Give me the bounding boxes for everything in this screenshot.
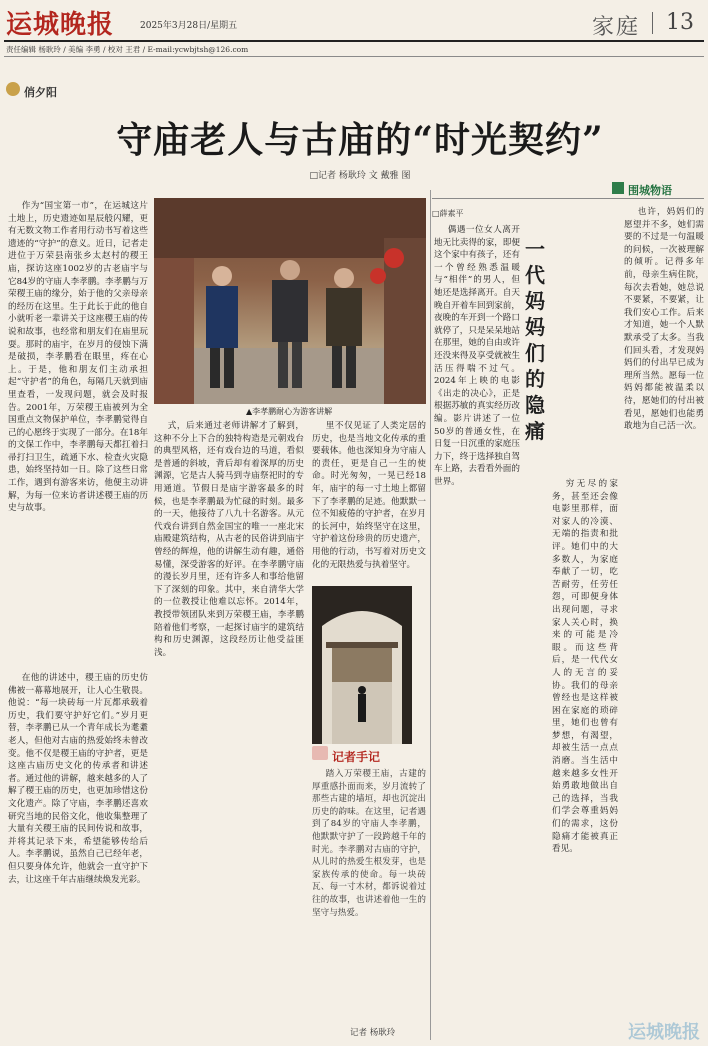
- tag-icon: [612, 182, 624, 194]
- side-column-2: 穷无尽的家务，甚至还会像电影里那样，面对家人的冷漠、无端的指责和批评。她们中的大多数人，为家庭奉献了一切，吃苦耐劳，任劳任怨，可即便身体出现问题，寻求家人关心时，换来的可能是冷眼。而这些背后，是一代代女人的无言的妥协。我们的母亲曾经也是这样被困在家庭的琐碎里，她们也曾有梦想，有渴望，却被生活一点点消磨。当生活中越来越多女性开始勇敢地做出自己的选择，当我们学会尊重妈妈们的需求，这份隐痛才能被真正看见。: [552, 479, 618, 855]
- article-column-3: 里不仅见证了人类定居的历史，也是当地文化传承的重要载体。他也深知身为守庙人的责任，更是自己一生的使命。时光匆匆，一晃已经18年，庙宇的每一寸土地上都留下了李孝鹏的足迹。他默默一位不知疲倦的守护者，在岁月的长河中，始终坚守在这里，守护着这份珍贵的历史遗产，用他的行动，书写着对历史文化的无限热爱与执着坚守。: [312, 421, 426, 570]
- side-column-1: 偶遇一位女人离开地无比卖得的家，即便这个家中有孩子，还有一个曾经熟悉温暖与“相伴”的男人，但她还是选择离开。自天晚自开着车回到家前，夜晚的车开到一个路口就停了，只是呆呆地站在那里，她的自由或许还没来得及享受就被生活压得喘不过气。2024年上映的电影《出走的决心》，正是根据苏敏的真实经历改编。影片讲述了一位50岁的普通女性，在日复一日沉重的家庭压力下，终于选择独自驾车上路，去看看外面的世界。: [434, 225, 520, 487]
- columnist-name: 俏夕阳: [24, 86, 57, 99]
- temple-photo: [312, 586, 412, 744]
- article-photo: [154, 198, 426, 404]
- article-column-2: 式，后来通过老师讲解才了解到，这种不分上下合的独特构造是元朝戏台的典型风格，还有戏台边的马道，看似是普通的斜坡，背后却有着深厚的历史渊源，它是古人骑马到寺庙祭祀时的专用通道。节假日是庙宇游客最多的时候，也是李孝鹏最为忙碌的时刻。最多的一天，他接待了八九十名游客。从元代戏台讲到自然金国宝的唯一一座北宋庙殿建筑结构，从古老的民俗讲到庙宇曾经的辉煌，他的讲解生动有趣，通俗易懂，深受游客的好评。在李孝鹏守庙的漫长岁月里，还有许多人和事给他留下了深刻的印象。其中，来自清华大学的一位教授让他难以忘怀。2014年，教授带领团队来到万荣稷王庙，李孝鹏陪着他们考察，一起探讨庙宇的建筑结构和历史渊源，这段经历让他受益匪浅。: [154, 421, 304, 658]
- reporter-note: 踏入万荣稷王庙，古建的厚重感扑面而来，岁月流转了那些古建的墙垣，却也沉淀出历史的韵味。在这里，记者遇到了84岁的守庙人李孝鹏，他默默守护了一段跨越千年的时光。李孝鹏对古庙的守护，从儿时的热爱生根发芽，也是家族传承的使命。每一块砖瓦、每一寸木材，都诉说着过往的故事，也讲述着他一生的坚守与热爱。: [312, 769, 426, 918]
- section-name: 家庭: [592, 15, 641, 40]
- columnist-icon: [6, 82, 20, 96]
- column-separator: [430, 190, 431, 1040]
- side-rule: [432, 198, 704, 199]
- note-title: 记者手记: [332, 750, 381, 764]
- note-signature: 记者 杨耿玲: [350, 1028, 396, 1038]
- side-section-tag: 围城物语: [628, 184, 672, 197]
- article-column-1b: 在他的讲述中，稷王庙的历史仿佛被一幕幕地展开，让人心生敬畏。他说：“每一块砖每一片瓦都承载着历史，我们要守护好它们。”岁月更替，李孝鹏已从一个青年成长为耄耋老人，但他对古庙的热爱始终未曾改变。他不仅是稷王庙的守护者，更是这座古庙历史文化的传承者和讲述者。通过他的讲解，越来越多的人了解了稷王庙的历史，也更加珍惜这份文化遗产。除了守庙，李孝鹏还喜欢研究当地的民俗文化，他收集整理了大量有关稷王庙的民间传说和故事，并将其记录下来，希望能够传给后人。李孝鹏说，虽然自己已经年老，但只要身体允许，他就会一直守护下去，让这座千年古庙继续焕发光彩。: [8, 673, 148, 885]
- newspaper-logo: 运城晚报: [6, 10, 115, 40]
- pen-icon: [312, 746, 328, 760]
- side-author: □薛素平: [432, 209, 464, 218]
- credits-rule: [4, 56, 704, 57]
- editor-credits: 责任编辑 杨耿玲 / 美编 李勇 / 校对 王君 / E-mail:ycwbjtsh@126.com: [6, 45, 249, 54]
- article-column-1: 作为“国宝第一市”，在运城这片土地上，历史遗迹如星辰般闪耀，更有无数文物工作者用行动书写着这些遗迹的“守护”的意义。近日，记者走进位于万荣县南张乡太赵村的稷王庙，探访这座1002岁的古老庙宇与它84岁的守庙人李孝鹏。李孝鹏与万荣稷王庙的缘分，始于他的父亲母亲的经历在这里。生于此长于此的他自小就听老一辈讲关于这座稷王庙的传说和故事，也经常和朋友们在庙里玩耍。那时的庙宇，在岁月的侵蚀下满是破损，李孝鹏看在眼里，疼在心上。于是，他和朋友们主动承担起“守护者”的角色，每隔几天就到庙里查看，一发现问题，就会及时报告。2001年，万荣稷王庙被列为全国重点文物保护单位，李孝鹏觉得自己的心愿终于实现了一部分。在18年的文保工作中，李孝鹏每天都扛着扫帚打扫卫生，疏通下水、检查火灾隐患，始终坚持如一日。除了这些日常工作，遇到有游客来访，他便主动讲解，为每一位来访者讲述稷王庙的历史与故事。: [8, 201, 148, 514]
- article-byline: □记者 杨耿玲 文 戴雅 图: [309, 171, 411, 181]
- side-headline: 一代妈妈们的隐痛: [525, 237, 545, 443]
- side-column-3: 也许，妈妈们的愿望并不多，她们需要的不过是一句温暖的问候，一次被理解的倾听。记得多年前，母亲生病住院，每次去看她，她总说不要紧，不要紧，让我们安心工作。后来才知道，她一个人默默承受了太多。当我们回头看，才发现妈妈们的付出早已成为理所当然。愿每一位妈妈都能被温柔以待，愿她们的付出被看见，愿她们也能勇敢地为自己活一次。: [624, 207, 704, 432]
- issue-date: 2025年3月28日/星期五: [140, 21, 238, 31]
- watermark-logo: 运城晚报: [628, 1022, 700, 1043]
- section-divider: [652, 12, 653, 34]
- header-rule: [4, 40, 704, 42]
- article-headline: 守庙老人与古庙的“时光契约”: [116, 119, 604, 161]
- page-number: 13: [666, 10, 694, 35]
- photo-caption: ▲李孝鹏耐心为游客讲解: [246, 407, 333, 416]
